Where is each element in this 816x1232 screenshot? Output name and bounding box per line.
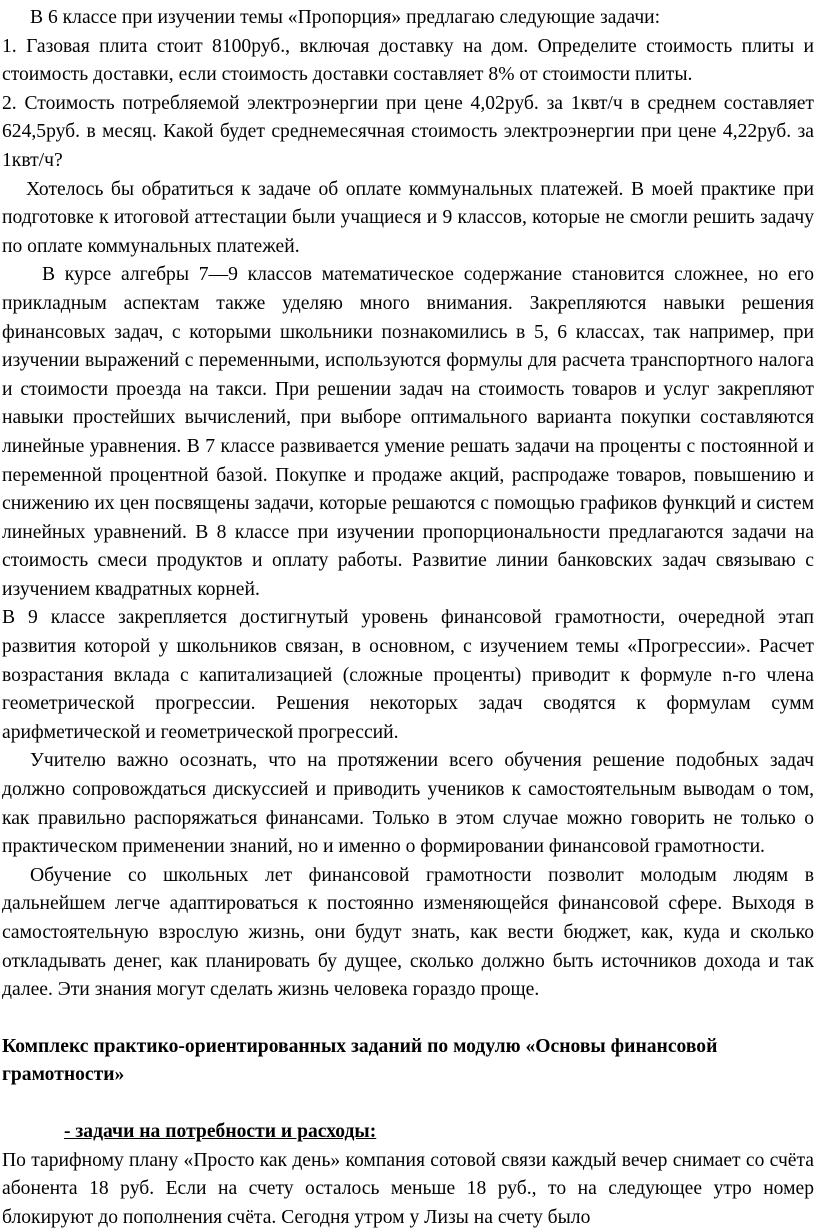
utilities-paragraph: Хотелось бы обратиться к задаче об оплате коммунальных платежей. В моей практике при подготовке к итоговой аттестации были учащиеся и 9 классов, которые не смогли решить задачу по оплате коммунальных платежей. (2, 178, 814, 257)
teacher-paragraph: Учителю важно осознать, что на протяжении всего обучения решение подобных задач должно сопровождаться дискуссией и приводить учеников к самостоятельным выводам о том, как правильно распоряжаться финансами. Только в этом случае можно говорить не только о практическом применении знаний, но и именно о формировании финансовой грамотности. (2, 750, 814, 858)
section-subheading: - задачи на потребности и расходы: (64, 1120, 377, 1142)
task-1: 1. Газовая плита стоит 8100руб., включая доставку на дом. Определите стоимость плиты и стоимость доставки, если стоимость доставки составляет 8% от стоимости плиты. (2, 35, 814, 86)
tariff-task-paragraph: По тарифному плану «Просто как день» компания сотовой связи каждый вечер снимает со счёта абонента 18 руб. Если на счету осталось меньше 18 руб., то на следующее утро номер блокируют до пополнения счёта. Сегодня утром у Лизы на счету было (2, 1149, 814, 1228)
spacer (2, 1090, 814, 1118)
algebra-paragraph: В курсе алгебры 7—9 классов математическое содержание становится сложнее, но его прикладным аспектам также уделяю много внимания. Закрепляются навыки решения финансовых задач, с которыми школьники познакомились в 5, 6 классах, так например, при изучении выражений с переменными, используются формулы для расчета транспортного налога и стоимости проезда на такси. При решении задач на стоимость товаров и услуг закрепляют навыки простейших вычислений, при выборе оптимального варианта покупки составляются линейные уравнения. В 7 классе развивается умение решать задачи на проценты с постоянной и переменной процентной базой. Покупке и продаже акций, распродаже товаров, повышению и снижению их цен посвящены задачи, которые решаются с помощью графиков функций и систем линейных уравнений. В 8 классе при изучении пропорциональности предлагаются задачи на стоимость смеси продуктов и оплату работы. Развитие линии банковских задач связываю с изучением квадратных корней. (2, 264, 814, 600)
spacer (2, 1005, 814, 1033)
task-2: 2. Стоимость потребляемой электроэнергии при цене 4,02руб. за 1квт/ч в среднем составляет 624,5руб. в месяц. Какой будет среднемесячная стоимость электроэнергии при цене 4,22руб. за 1квт/ч? (2, 92, 814, 171)
grade9-paragraph: В 9 классе закрепляется достигнутый уровень финансовой грамотности, очередной этап развития которой у школьников связан, в основном, с изучением темы «Прогрессии». Расчет возрастания вклада с капитализацией (сложные проценты) приводит к формуле n-го члена геометрической прогрессии. Решения некоторых задач сводятся к формулам сумм арифметической и геометрической прогрессий. (2, 607, 814, 743)
education-paragraph: Обучение со школьных лет финансовой грамотности позволит молодым людям в дальнейшем легче адаптироваться к постоянно изменяющейся финансовой сфере. Выходя в самостоятельную взрослую жизнь, они будут знать, как вести бюджет, как, куда и сколько откладывать денег, как планировать бу дущее, сколько должно быть источников дохода и так далее. Эти знания могут сделать жизнь человека гораздо проще. (2, 864, 814, 1001)
section-heading: Комплекс практико-ориентированных заданий по модулю «Основы финансовой грамотности» (2, 1035, 718, 1086)
intro-paragraph: В 6 классе при изучении темы «Пропорция» предлагаю следующие задачи: (30, 7, 661, 28)
